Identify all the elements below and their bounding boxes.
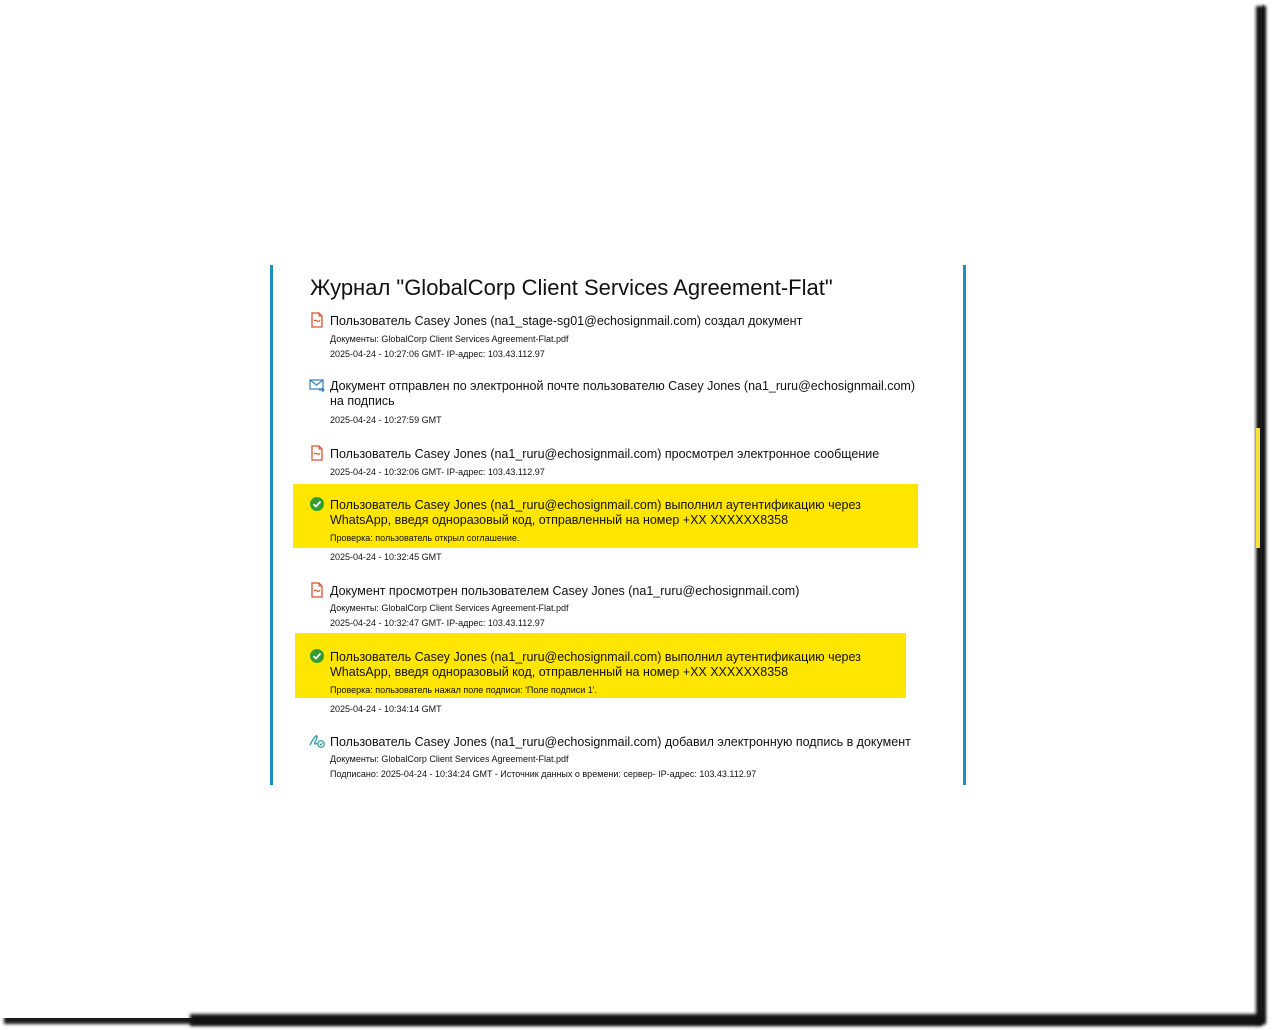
entry-timestamp: Подписано: 2025-04-24 - 10:34:24 GMT - Источник данных о времени: сервер- IP-адрес: 103.43.112.97 (330, 769, 757, 779)
entry-documents: Документы: GlobalCorp Client Services Agreement-Flat.pdf (330, 334, 569, 344)
highlight-edge-marker (1256, 428, 1260, 548)
document-icon (309, 582, 325, 598)
page-shadow-bottom (190, 1014, 1262, 1026)
mail-icon (309, 377, 325, 393)
document-icon (309, 445, 325, 461)
check-circle-icon (309, 496, 325, 512)
entry-text: Пользователь Casey Jones (na1_stage-sg01@echosignmail.com) создал документ (330, 314, 803, 328)
audit-log-title: Журнал "GlobalCorp Client Services Agreement-Flat" (310, 275, 833, 300)
entry-timestamp: 2025-04-24 - 10:32:06 GMT- IP-адрес: 103.43.112.97 (330, 467, 545, 477)
entry-documents: Документы: GlobalCorp Client Services Agreement-Flat.pdf (330, 603, 569, 613)
entry-timestamp: 2025-04-24 - 10:32:47 GMT- IP-адрес: 103.43.112.97 (330, 618, 545, 628)
signature-icon (309, 733, 325, 749)
audit-log-panel (270, 265, 966, 785)
entry-text: Документ отправлен по электронной почте пользователю Casey Jones (na1_ruru@echosignmail.com) на подпись (330, 379, 915, 408)
entry-timestamp: 2025-04-24 - 10:34:14 GMT (330, 704, 442, 714)
entry-timestamp: 2025-04-24 - 10:32:45 GMT (330, 552, 442, 562)
entry-timestamp: 2025-04-24 - 10:27:59 GMT (330, 415, 442, 425)
entry-text: Пользователь Casey Jones (na1_ruru@echosignmail.com) выполнил аутентификацию через WhatsApp, введя одноразовый код, отправленный на номер +XX XXXXXX8358 (330, 498, 861, 527)
entry-text: Пользователь Casey Jones (na1_ruru@echosignmail.com) просмотрел электронное сообщение (330, 447, 880, 461)
entry-timestamp: 2025-04-24 - 10:27:06 GMT- IP-адрес: 103.43.112.97 (330, 349, 545, 359)
document-icon (309, 312, 325, 328)
entry-documents: Документы: GlobalCorp Client Services Agreement-Flat.pdf (330, 754, 569, 764)
entry-note: Проверка: пользователь нажал поле подписи: 'Поле подписи 1'. (330, 685, 598, 695)
entry-note: Проверка: пользователь открыл соглашение. (330, 533, 520, 543)
check-circle-icon (309, 648, 325, 664)
entry-text: Документ просмотрен пользователем Casey Jones (na1_ruru@echosignmail.com) (330, 584, 800, 598)
entry-text: Пользователь Casey Jones (na1_ruru@echosignmail.com) добавил электронную подпись в документ (330, 735, 911, 749)
entry-text: Пользователь Casey Jones (na1_ruru@echosignmail.com) выполнил аутентификацию через WhatsApp, введя одноразовый код, отправленный на номер +XX XXXXXX8358 (330, 650, 861, 679)
